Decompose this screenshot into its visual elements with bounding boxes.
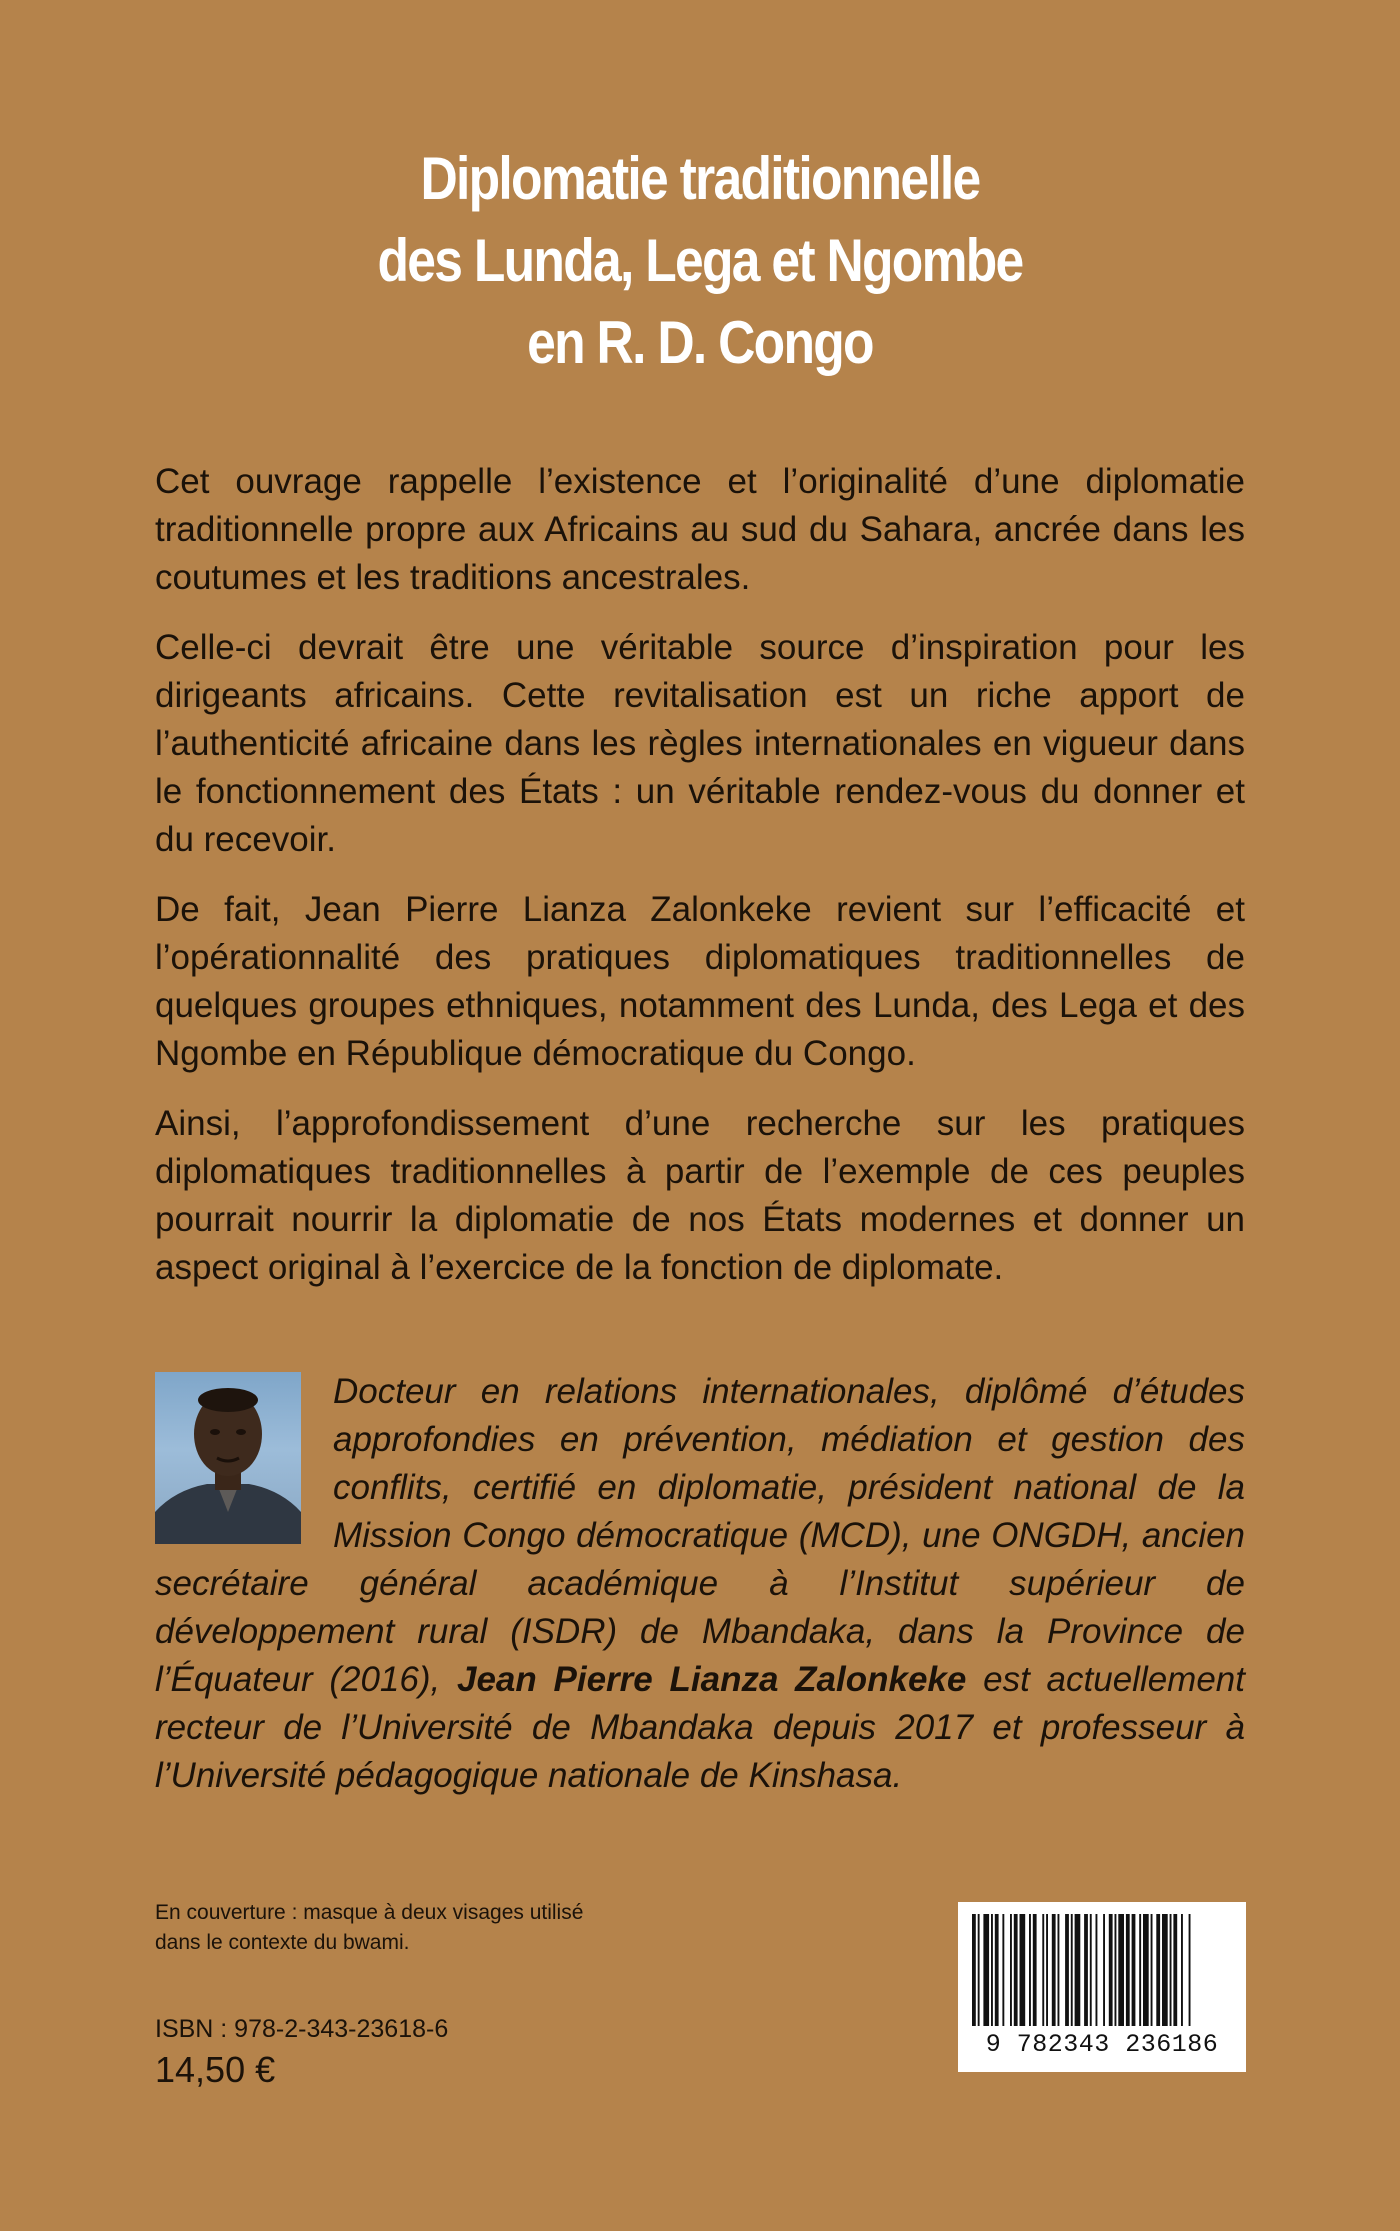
barcode-bar bbox=[1084, 1914, 1088, 2026]
barcode-bar bbox=[1118, 1914, 1124, 2026]
barcode-bar bbox=[1075, 1914, 1081, 2026]
barcode-bar bbox=[1126, 1914, 1130, 2026]
barcode-bar bbox=[1162, 1914, 1168, 2026]
book-title bbox=[98, 138, 1302, 384]
barcode-bar bbox=[1189, 1914, 1191, 2026]
title-line-2: des Lunda, Lega et Ngombe bbox=[377, 227, 1023, 294]
barcode-bar bbox=[1090, 1914, 1092, 2026]
summary-paragraph-4: Ainsi, l’approfondissement d’une recherche sur les pratiques diplomatiques traditionnelles à partir de l’exemple de ces peuples pourrait nourrir la diplomatie de nos États modernes et donner un aspect original à l’exercice de la fonction de diplomate. bbox=[155, 1104, 1245, 1287]
barcode-bar bbox=[1139, 1914, 1141, 2026]
barcode-bars-icon bbox=[972, 1914, 1232, 2032]
barcode-bar bbox=[1010, 1914, 1012, 2026]
barcode-bar bbox=[1132, 1914, 1136, 2026]
barcode-bar bbox=[972, 1914, 976, 2026]
barcode-bar bbox=[1151, 1914, 1153, 2026]
barcode-bar bbox=[991, 1914, 993, 2026]
barcode-bar bbox=[1103, 1914, 1105, 2026]
barcode-bar bbox=[1029, 1914, 1031, 2026]
summary-paragraph-2: Celle-ci devrait être une véritable source d’inspiration pour les dirigeants africains. Cette revitalisation est un riche apport de l’authenticité africaine dans les règles internationales en vigueur dans le fonctionnement des États : un véritable rendez-vous du donner et du recevoir. bbox=[155, 628, 1245, 859]
barcode-bar bbox=[983, 1914, 989, 2026]
barcode-bar bbox=[1115, 1914, 1117, 2026]
barcode-digits: 9 782343 236186 bbox=[985, 2030, 1219, 2059]
barcode-bar bbox=[1052, 1914, 1056, 2026]
barcode-bar bbox=[1058, 1914, 1060, 2026]
barcode-bar bbox=[1042, 1914, 1044, 2026]
author-bio bbox=[155, 1368, 1245, 1800]
summary-text bbox=[155, 458, 1245, 1314]
barcode-bar bbox=[978, 1914, 980, 2026]
barcode-bar bbox=[1065, 1914, 1069, 2026]
title-line-3: en R. D. Congo bbox=[527, 309, 873, 376]
barcode-bar bbox=[1173, 1914, 1177, 2026]
author-bio-text: Docteur en relations internationales, diplômé d’études approfondies en prévention, médiation et gestion des conflits, certifié en diplomatie, président national de la Mission Congo démocratique (MCD), une ONGDH, ancien secrétaire général académique à l’Institut supérieur de développement rural (ISDR) de Mbandaka, dans la Province de l’Équateur (2016), bbox=[155, 1372, 1245, 1699]
barcode-bar bbox=[1020, 1914, 1026, 2026]
barcode-bar bbox=[1096, 1914, 1098, 2026]
cover-note bbox=[155, 1898, 715, 1958]
barcode-bar bbox=[1046, 1914, 1048, 2026]
barcode-bar bbox=[1109, 1914, 1113, 2026]
isbn: ISBN : 978-2-343-23618-6 bbox=[155, 2015, 449, 2043]
cover-note-line-2: dans le contexte du bwami. bbox=[155, 1931, 410, 1954]
cover-note-line-1: En couverture : masque à deux visages utilisé bbox=[155, 1901, 584, 1924]
barcode-bar bbox=[1170, 1914, 1172, 2026]
author-name: Jean Pierre Lianza Zalonkeke bbox=[457, 1660, 967, 1699]
summary-paragraph-1: Cet ouvrage rappelle l’existence et l’originalité d’une diplomatie traditionnelle propre aux Africains au sud du Sahara, ancrée dans les coutumes et les traditions ancestrales. bbox=[155, 462, 1245, 597]
barcode-bar bbox=[995, 1914, 999, 2026]
barcode-bar bbox=[1033, 1914, 1037, 2026]
barcode-bar bbox=[1181, 1914, 1183, 2026]
summary-paragraph-3: De fait, Jean Pierre Lianza Zalonkeke revient sur l’efficacité et l’opérationnalité des pratiques diplomatiques traditionnelles de quelques groupes ethniques, notamment des Lunda, des Lega et des Ngombe en République démocratique du Congo. bbox=[155, 890, 1245, 1073]
price: 14,50 € bbox=[155, 2049, 276, 2090]
author-bio-text-end: est actuellement recteur de l’Université de Mbandaka depuis 2017 et professeur à l’Université pédagogique nationale de Kinshasa. bbox=[155, 1660, 1245, 1795]
barcode bbox=[958, 1902, 1246, 2072]
title-line-1: Diplomatie traditionnelle bbox=[420, 145, 980, 212]
barcode-bar bbox=[1143, 1914, 1149, 2026]
barcode-bar bbox=[1156, 1914, 1160, 2026]
barcode-bar bbox=[1002, 1914, 1004, 2026]
barcode-bar bbox=[1014, 1914, 1018, 2026]
barcode-bar bbox=[1071, 1914, 1073, 2026]
